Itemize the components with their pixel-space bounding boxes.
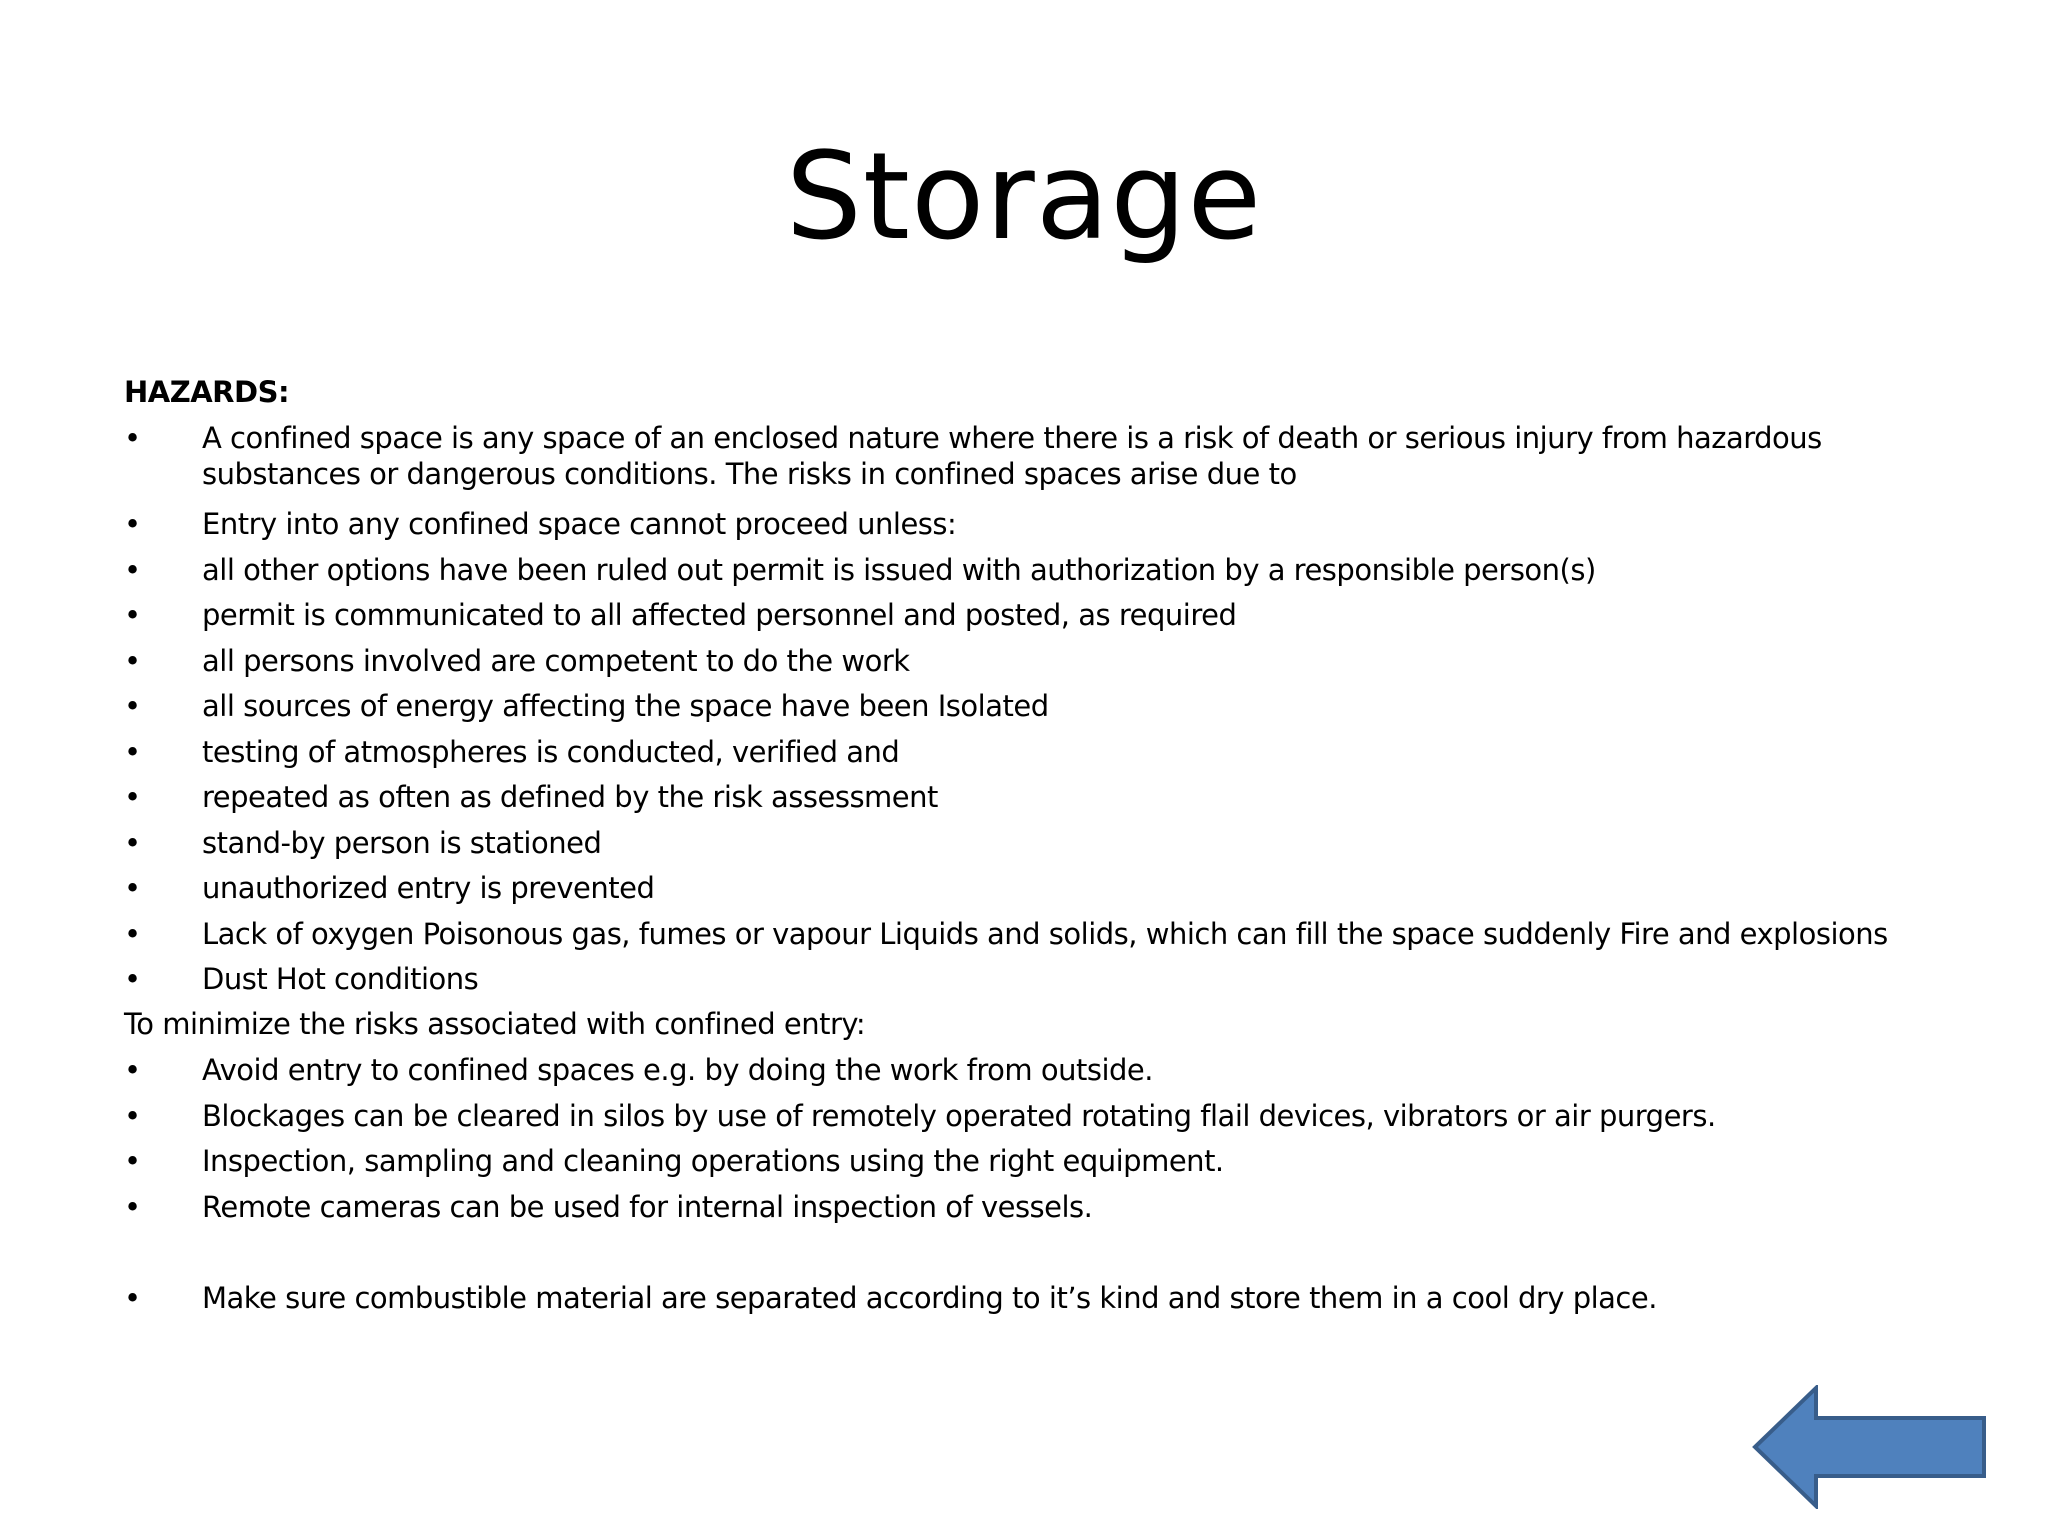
list-item [124,1093,1954,1139]
list-item-text: Blockages can be cleared in silos by use of remotely operated rotating flail devices, vibrators or air purgers. [202,1098,1716,1133]
bullet-dot: • [124,689,141,723]
list-item-text: Remote cameras can be used for internal inspection of vessels. [202,1189,1093,1224]
bullet-dot: • [124,1144,141,1178]
list-item-text: Make sure combustible material are separated according to it’s kind and store them in a cool dry place. [202,1280,1657,1315]
list-item-text: A confined space is any space of an enclosed nature where there is a risk of death or serious injury from hazardous substances or dangerous conditions. The risks in confined spaces arise due to [202,421,1822,491]
list-item-text: Inspection, sampling and cleaning operations using the right equipment. [202,1144,1224,1178]
list-item-text: Dust Hot conditions [202,962,479,996]
minimize-risks-text: To minimize the risks associated with confined entry: [124,1006,866,1041]
bullet-dot: • [124,734,141,769]
list-item [124,1047,1954,1093]
list-item [124,638,1954,684]
list-item-text: permit is communicated to all affected personnel and posted, as required [202,598,1237,632]
bullet-dot: • [124,643,141,678]
list-item [124,415,1954,501]
bullet-dot: • [124,598,141,632]
list-item [124,911,1954,957]
slide-title: Storage [785,128,1263,267]
list-item-text: testing of atmospheres is conducted, verified and [202,734,900,769]
list-item [124,1275,1954,1321]
list-item [124,592,1954,638]
left-arrow-icon [1752,1385,1988,1509]
list-item-text: all sources of energy affecting the space have been Isolated [202,689,1049,723]
bullet-dot: • [124,825,141,860]
list-item-text: stand-by person is stationed [202,825,602,860]
list-item [124,1138,1954,1184]
list-item [124,956,1954,1002]
list-item [124,1184,1954,1230]
bullet-dot: • [124,780,141,814]
list-item [124,501,1954,547]
list-item-text: repeated as often as defined by the risk assessment [202,780,938,814]
list-item [124,865,1954,911]
list-item-text: all persons involved are competent to do the work [202,643,910,678]
list-item [124,774,1954,820]
bullet-dot: • [124,1189,141,1224]
list-item [124,820,1954,866]
bullet-dot: • [124,962,141,996]
bullet-dot: • [124,871,141,905]
bullet-dot: • [124,507,141,541]
bullet-dot: • [124,421,141,455]
list-item-text: Entry into any confined space cannot proceed unless: [202,507,957,541]
list-item-text: Lack of oxygen Poisonous gas, fumes or vapour Liquids and solids, which can fill the space suddenly Fire and explosions [202,916,1888,951]
slide-body [124,370,1954,1320]
bullet-dot: • [124,552,141,587]
hazards-heading: HAZARDS: [124,375,290,409]
list-item-text: Avoid entry to confined spaces e.g. by doing the work from outside. [202,1053,1153,1087]
bullet-dot: • [124,1098,141,1133]
list-item [124,547,1954,593]
list-spacer [124,1229,1954,1275]
list-item [124,729,1954,775]
bullet-dot: • [124,916,141,951]
list-item-text: all other options have been ruled out permit is issued with authorization by a responsible person(s) [202,552,1596,587]
list-item [124,683,1954,729]
back-arrow-button[interactable] [1752,1385,1988,1509]
list-item-text: unauthorized entry is prevented [202,871,655,905]
bullet-dot: • [124,1280,141,1315]
bullet-dot: • [124,1053,141,1087]
